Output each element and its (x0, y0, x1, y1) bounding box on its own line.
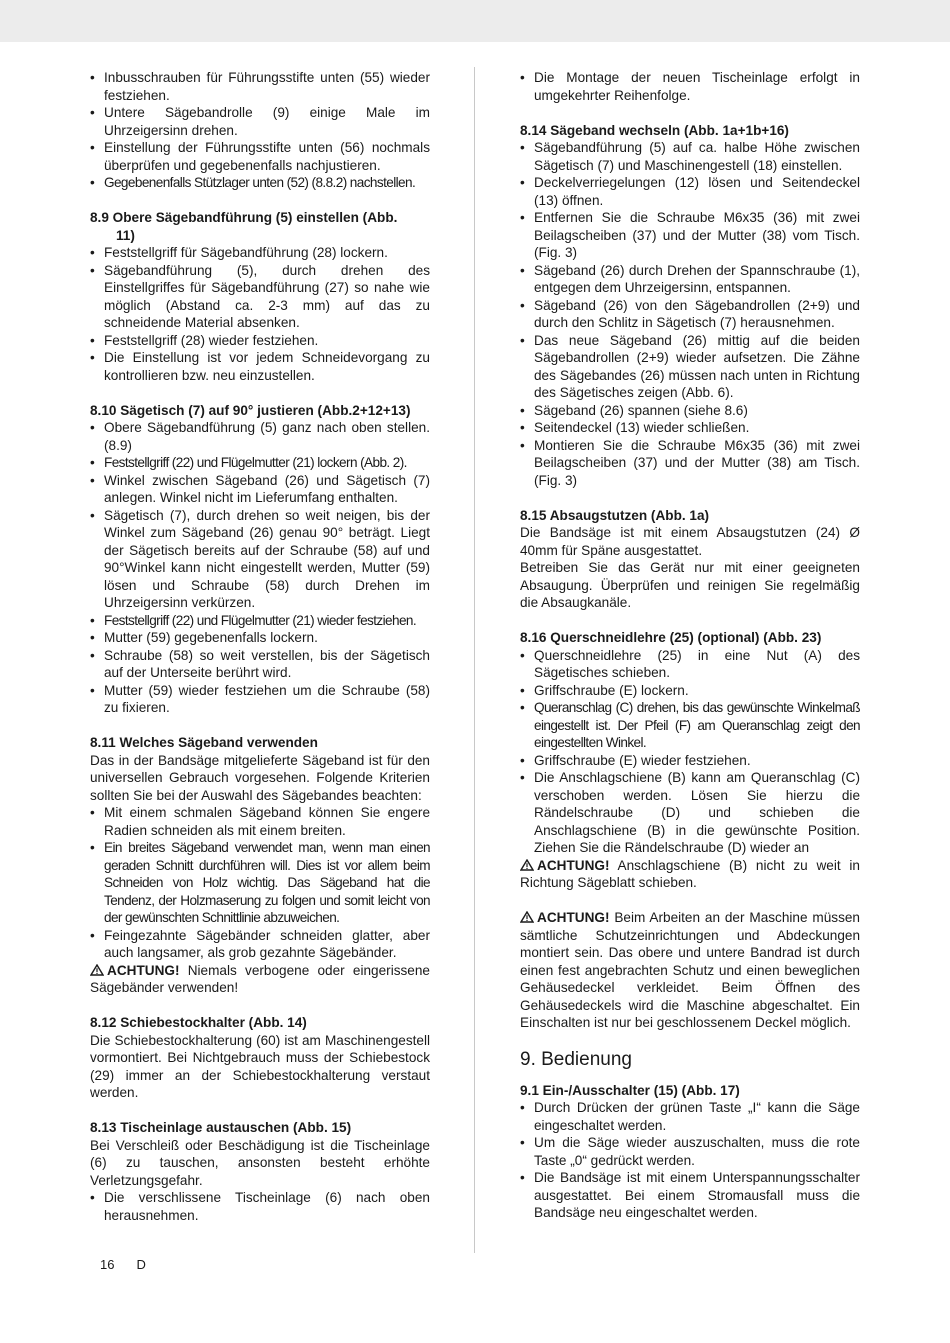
list-item: • Seitendeckel (13) wieder schließen. (520, 419, 860, 437)
section-text-8-15-a: Die Bandsäge ist mit einem Absaugstutzen (24) Ø 40mm für Späne ausgestattet. (520, 525, 860, 558)
list-item: • Sägeband (26) spannen (siehe 8.6) (520, 402, 860, 420)
top-header-bar (0, 0, 950, 42)
list-item: • Feststellgriff (28) wieder festziehen. (90, 332, 430, 350)
warning-triangle-icon (520, 859, 534, 871)
section-text-8-11: Das in der Bandsäge mitgelieferte Sägeband ist für den universellen Gebrauch vorgesehen. Folgende Kriterien sollten Sie bei der Auswahl des Sägebandes beachten: (90, 752, 430, 803)
section-heading-9-1: 9.1 Ein-/Ausschalter (15) (Abb. 17) (520, 1082, 740, 1098)
section-text-8-15-b: Betreiben Sie das Gerät nur mit einer geeigneten Absaugung. Überprüfen und reinigen Sie regelmäßig die Absaugkanäle. (520, 560, 860, 610)
section-heading-8-12: 8.12 Schiebestockhalter (Abb. 14) (90, 1015, 307, 1030)
warning-protection (520, 909, 860, 1032)
list-item: • Schraube (58) so weit verstellen, bis der Sägetisch auf der Unterseite berührt wird. (90, 647, 430, 682)
list-item: • Sägetisch (7), durch drehen so weit neigen, bis der Winkel zum Sägeband (26) genau 90° beträgt. Liegt der Sägetisch bereits auf der Schraube (58) auf und 90°Winkel kann nicht eingestellt werden, Mutter (59) lösen und Schraube (58) durch Drehen im Uhrzeigersinn verkürzen. (90, 507, 430, 612)
list-item: • Das neue Sägeband (26) mittig auf die beiden Sägebandrollen (2+9) wieder aufsetzen. Die Zähne des Sägebandes (26) müssen nach unten in Richtung des Sägetisches zeigen (Abb. 6). (520, 332, 860, 402)
list-item: • Griffschraube (E) wieder festziehen. (520, 752, 860, 770)
list-item: • Feststellgriff für Sägebandführung (28) lockern. (90, 244, 430, 262)
section-list-9-1 (520, 1099, 860, 1222)
warning-label: ACHTUNG! (537, 857, 610, 873)
list-item: • Feststellgriff (22) und Flügelmutter (21) lockern (Abb. 2). (90, 454, 430, 472)
list-item: • Entfernen Sie die Schraube M6x35 (36) mit zwei Beilagscheiben (37) und der Mutter (38) vom Tisch. (Fig. 3) (520, 209, 860, 262)
section-heading-8-16: 8.16 Querschneidlehre (25) (optional) (Abb. 23) (520, 630, 822, 645)
list-item: • Gegebenenfalls Stützlager unten (52) (8.8.2) nachstellen. (90, 174, 430, 192)
list-item: • Die Einstellung ist vor jedem Schneidevorgang zu kontrollieren bzw. neu einzustellen. (90, 349, 430, 384)
list-item: • Mit einem schmalen Sägeband können Sie engere Radien schneiden als mit einem breiten. (90, 804, 430, 839)
list-item: • Ein breites Sägeband verwendet man, wenn man einen geraden Schnitt durchführen will. Dies ist vor allem beim Schneiden von Holz wichtig. Das Sägeband hat die Tendenz, der Holzmaserung zu folgen und somit leicht von der gewünschten Schnittlinie abzuweichen. (90, 839, 430, 927)
section-heading-8-10: 8.10 Sägetisch (7) auf 90° justieren (Abb.2+12+13) (90, 402, 411, 418)
intro-list-right (520, 69, 860, 104)
list-item: • Einstellung der Führungsstifte unten (56) nochmals überprüfen und gegebenenfalls nachjustieren. (90, 139, 430, 174)
right-column (520, 69, 860, 1222)
list-item: • Sägebandführung (5) auf ca. halbe Höhe zwischen Sägetisch (7) und Maschinengestell (18) einstellen. (520, 139, 860, 174)
list-item: • Deckelverriegelungen (12) lösen und Seitendeckel (13) öffnen. (520, 174, 860, 209)
page-number: 16 (100, 1257, 115, 1272)
page-footer (100, 1257, 146, 1272)
intro-list-left (90, 69, 430, 192)
warning-label: ACHTUNG! (537, 910, 610, 925)
list-item: • Untere Sägebandrolle (9) einige Male im Uhrzeigersinn drehen. (90, 104, 430, 139)
list-item: • Die Montage der neuen Tischeinlage erfolgt in umgekehrter Reihenfolge. (520, 69, 860, 104)
language-code: D (136, 1257, 146, 1272)
list-item: • Mutter (59) wieder festziehen um die Schraube (58) zu fixieren. (90, 682, 430, 717)
list-item: • Die Bandsäge ist mit einem Unterspannungsschalter ausgestattet. Bei einem Stromausfall muss die Bandsäge neu eingeschaltet werden. (520, 1169, 860, 1222)
list-item: • Durch Drücken der grünen Taste „I“ kann die Säge eingeschaltet werden. (520, 1099, 860, 1134)
list-item: • Die Anschlagschiene (B) kann am Queranschlag (C) verschoben werden. Lösen Sie hierzu die Rändelschraube (D) und schieben die Anschlagschiene (B) in die gewünschte Position. Ziehen Sie die Rändelschraube (D) wieder an (520, 769, 860, 857)
column-divider (474, 67, 475, 1253)
warning-8-16 (520, 857, 860, 892)
section-heading-8-13: 8.13 Tischeinlage austauschen (Abb. 15) (90, 1120, 352, 1135)
warning-8-11 (90, 962, 430, 997)
list-item: • Griffschraube (E) lockern. (520, 682, 860, 700)
section-list-8-9 (90, 244, 430, 384)
list-item: • Inbusschrauben für Führungsstifte unten (55) wieder festziehen. (90, 69, 430, 104)
warning-text: Anschlagschiene (B) nicht zu weit in Richtung Sägeblatt schieben. (520, 857, 860, 890)
section-list-8-11 (90, 804, 430, 962)
section-list-8-16 (520, 647, 860, 857)
section-text-8-13: Bei Verschleiß oder Beschädigung ist die Tischeinlage (6) zu tauschen, ansonsten besteht erhöhte Verletzungsgefahr. (90, 1137, 430, 1188)
list-item: • Die verschlissene Tischeinlage (6) nach oben herausnehmen. (90, 1189, 430, 1224)
section-list-8-10 (90, 419, 430, 717)
warning-text: Niemals verbogene oder eingerissene Sägebänder verwenden! (90, 962, 430, 995)
heading-text: 8.9 Obere Sägebandführung (5) einstellen (Abb. (90, 210, 398, 225)
chapter-heading-9: 9. Bedienung (520, 1048, 632, 1070)
list-item: • Um die Säge wieder auszuschalten, muss die rote Taste „0“ gedrückt werden. (520, 1134, 860, 1169)
left-column (90, 69, 430, 1224)
list-item: • Montieren Sie die Schraube M6x35 (36) mit zwei Beilagscheiben (37) und der Mutter (38) am Tisch. (Fig. 3) (520, 437, 860, 490)
list-item: • Feststellgriff (22) und Flügelmutter (21) wieder festziehen. (90, 612, 430, 630)
list-item: • Winkel zwischen Sägeband (26) und Sägetisch (7) anlegen. Winkel nicht im Lieferumfang enthalten. (90, 472, 430, 507)
warning-triangle-icon (520, 911, 534, 923)
section-heading-8-15: 8.15 Absaugstutzen (Abb. 1a) (520, 507, 710, 523)
list-item: • Sägeband (26) von den Sägebandrollen (2+9) und durch den Schlitz in Sägetisch (7) herausnehmen. (520, 297, 860, 332)
list-item: • Querschneidlehre (25) in eine Nut (A) des Sägetisches schieben. (520, 647, 860, 682)
warning-triangle-icon (90, 964, 104, 976)
section-heading-8-9 (90, 209, 430, 244)
heading-text-cont: 11) (116, 227, 135, 243)
spacer (520, 892, 860, 910)
list-item: • Mutter (59) gegebenenfalls lockern. (90, 629, 430, 647)
list-item: • Sägeband (26) durch Drehen der Spannschraube (1), entgegen dem Uhrzeigersinn, entspannen. (520, 262, 860, 297)
warning-text: Beim Arbeiten an der Maschine müssen sämtliche Schutzeinrichtungen und Abdeckungen montiert sein. Das obere und untere Bandrad ist durch einen fest angebrachten Schutz und einen beweglichen Gehäusedeckel verkleidet. Beim Öffnen des Gehäusedeckels wird die Maschine abgeschaltet. Ein Einschalten ist nur bei geschlossenem Deckel möglich. (520, 910, 860, 1030)
list-item: • Feingezahnte Sägebänder schneiden glatter, aber auch langsamer, als grob gezahnte Sägebänder. (90, 927, 430, 962)
section-heading-8-14: 8.14 Sägeband wechseln (Abb. 1a+1b+16) (520, 122, 789, 138)
list-item: • Obere Sägebandführung (5) ganz nach oben stellen. (8.9) (90, 419, 430, 454)
warning-label: ACHTUNG! (107, 962, 180, 978)
list-item: • Sägebandführung (5), durch drehen des Einstellgriffes für Sägebandführung (27) so nahe wie möglich (Abstand ca. 2-3 mm) auf das zu schneidende Material absenken. (90, 262, 430, 332)
section-heading-8-11: 8.11 Welches Sägeband verwenden (90, 735, 318, 750)
section-list-8-13 (90, 1189, 430, 1224)
section-text-8-12: Die Schiebestockhalterung (60) ist am Maschinengestell vormontiert. Bei Nichtgebrauch muss der Schiebestock (29) immer an der Schiebestockhalterung verstaut werden. (90, 1032, 430, 1100)
section-list-8-14 (520, 139, 860, 489)
list-item: • Queranschlag (C) drehen, bis das gewünschte Winkelmaß eingestellt ist. Der Pfeil (F) am Queranschlag zeigt den eingestellten Winkel. (520, 699, 860, 752)
